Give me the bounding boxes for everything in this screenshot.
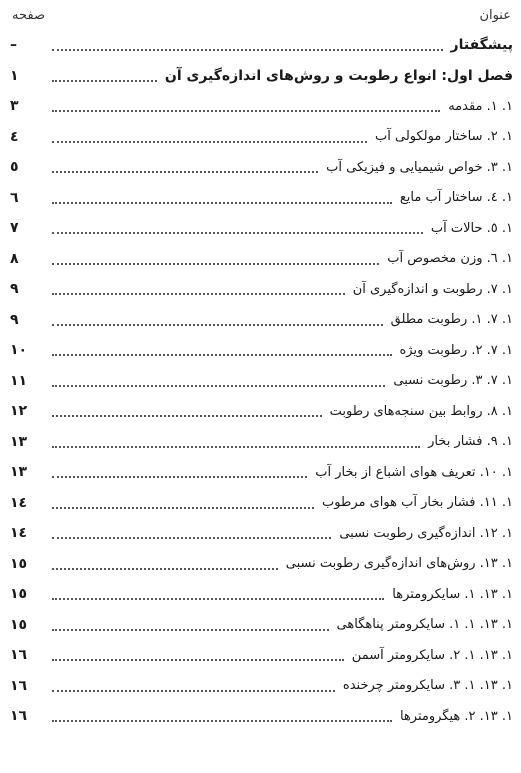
dotted-leader <box>52 80 157 82</box>
dotted-leader <box>52 263 379 265</box>
toc-entry[interactable] <box>10 366 513 397</box>
toc-entry[interactable] <box>10 274 513 305</box>
dotted-leader <box>52 171 318 173</box>
toc-entry-page-number: ۱۰ <box>10 342 28 359</box>
toc-entry[interactable] <box>10 671 513 702</box>
toc-entry-title: ۱. ۹. فشار بخار <box>428 434 513 450</box>
toc-entry-page-number: ۱۳ <box>10 464 28 481</box>
toc-entry[interactable] <box>10 488 513 519</box>
toc-entry[interactable] <box>10 305 513 336</box>
toc-entry-title: ۱. ۱۳. ۱. سایکرومترها <box>392 586 513 602</box>
dotted-leader <box>52 202 392 204</box>
toc-entry-title: ۱. ۱۰. تعریف هوای اشباع از بخار آب <box>315 464 513 480</box>
table-of-contents <box>10 30 513 732</box>
dotted-leader <box>52 141 367 143</box>
toc-entry-page-number: ۳ <box>10 98 19 115</box>
toc-entry[interactable] <box>10 91 513 122</box>
dotted-leader <box>52 49 443 51</box>
toc-entry-page-number: ۱٤ <box>10 525 28 542</box>
toc-entry-page-number: ۱٥ <box>10 555 28 572</box>
toc-entry-page-number: ۷ <box>10 220 19 237</box>
toc-entry[interactable] <box>10 610 513 641</box>
dotted-leader <box>52 415 322 417</box>
toc-entry-page-number: ٥ <box>10 159 19 176</box>
toc-entry-page-number: ۱٦ <box>10 708 28 725</box>
toc-entry[interactable] <box>10 549 513 580</box>
toc-entry-page-number: ٦ <box>10 189 19 206</box>
dotted-leader <box>52 476 307 478</box>
dotted-leader <box>52 324 383 326</box>
toc-entry-title: فصل اول: انواع رطوبت و روش‌های اندازه‌گیری آن <box>164 67 513 84</box>
toc-entry-title: ۱. ۸. روابط بین سنجه‌های رطوبت <box>329 403 513 419</box>
toc-entry-title: ۱. ۷. ۱. رطوبت مطلق <box>390 312 513 328</box>
title-column-label: عنوان <box>479 7 511 23</box>
toc-entry-title: ۱. ۱۳. ۱. ۳. سایکرومتر چرخنده <box>342 678 513 694</box>
toc-entry-page-number: ٤ <box>10 128 19 145</box>
toc-entry-title: ۱. ۷. ۳. رطوبت نسبی <box>393 373 513 389</box>
toc-header <box>12 4 511 26</box>
toc-entry-page-number: ۱٤ <box>10 494 28 511</box>
toc-entry[interactable] <box>10 152 513 183</box>
toc-entry-title: ۱. ٤. ساختار آب مایع <box>399 190 513 206</box>
toc-entry[interactable] <box>10 701 513 732</box>
toc-entry-title: ۱. ٥. حالات آب <box>430 220 513 236</box>
toc-entry-page-number: ۱ <box>10 67 19 84</box>
dotted-leader <box>52 537 331 539</box>
page-column-label: صفحه <box>12 7 45 23</box>
toc-entry[interactable] <box>10 30 513 61</box>
toc-entry[interactable] <box>10 518 513 549</box>
toc-entry-title: ۱. ۷. ۲. رطوبت ویژه <box>399 342 513 358</box>
toc-entry-title: ۱. ٦. وزن مخصوص آب <box>387 251 513 267</box>
dotted-leader <box>52 690 335 692</box>
toc-entry[interactable] <box>10 396 513 427</box>
toc-entry-title: ۱. ۳. خواص شیمیایی و فیزیکی آب <box>326 159 513 175</box>
toc-entry-page-number: ۱۲ <box>10 403 28 420</box>
dotted-leader <box>52 385 385 387</box>
toc-entry-title: ۱. ۱۳. ۱. ۱. سایکرومتر پناهگاهی <box>336 617 513 633</box>
toc-entry[interactable] <box>10 579 513 610</box>
toc-entry-title: ۱. ۱۳. ۲. هیگرومترها <box>399 708 513 724</box>
dotted-leader <box>52 507 314 509</box>
toc-entry[interactable] <box>10 213 513 244</box>
toc-entry[interactable] <box>10 335 513 366</box>
toc-entry-page-number: ۱٦ <box>10 677 28 694</box>
dotted-leader <box>52 720 392 722</box>
toc-entry-page-number: ۹ <box>10 281 19 298</box>
toc-entry[interactable] <box>10 427 513 458</box>
toc-entry-page-number: ۱۳ <box>10 433 28 450</box>
toc-entry-title: ۱. ۱. مقدمه <box>448 98 513 114</box>
toc-entry-page-number: ۱٦ <box>10 647 28 664</box>
dotted-leader <box>52 629 329 631</box>
dotted-leader <box>52 659 344 661</box>
toc-entry-page-number: ۱٥ <box>10 616 28 633</box>
toc-entry-title: ۱. ۱۳. روش‌های اندازه‌گیری رطوبت نسبی <box>285 556 513 572</box>
dotted-leader <box>52 110 440 112</box>
toc-entry-title: ۱. ۷. رطوبت و اندازه‌گیری آن <box>352 281 513 297</box>
toc-entry-page-number: ۹ <box>10 311 19 328</box>
toc-entry-title: ۱. ۱۲. اندازه‌گیری رطوبت نسبی <box>339 525 513 541</box>
toc-entry-page-number: ۱٥ <box>10 586 28 603</box>
dotted-leader <box>52 598 384 600</box>
toc-entry[interactable] <box>10 244 513 275</box>
toc-entry-title: ۱. ۱۱. فشار بخار آب هوای مرطوب <box>322 495 513 511</box>
toc-entry[interactable] <box>10 183 513 214</box>
toc-entry[interactable] <box>10 457 513 488</box>
toc-entry[interactable] <box>10 640 513 671</box>
dotted-leader <box>52 293 345 295</box>
dotted-leader <box>52 232 423 234</box>
dotted-leader <box>52 446 420 448</box>
toc-entry-title: ۱. ۲. ساختار مولکولی آب <box>375 129 513 145</box>
dotted-leader <box>52 568 278 570</box>
toc-entry-page-number: ۱۱ <box>10 372 28 389</box>
toc-entry-page-number: – <box>10 37 17 54</box>
toc-entry[interactable] <box>10 61 513 92</box>
toc-entry-title: پیشگفتار <box>450 37 513 54</box>
dotted-leader <box>52 354 392 356</box>
toc-entry-title: ۱. ۱۳. ۱. ۲. سایکرومتر آسمن <box>351 647 513 663</box>
toc-entry-page-number: ۸ <box>10 250 19 267</box>
toc-entry[interactable] <box>10 122 513 153</box>
